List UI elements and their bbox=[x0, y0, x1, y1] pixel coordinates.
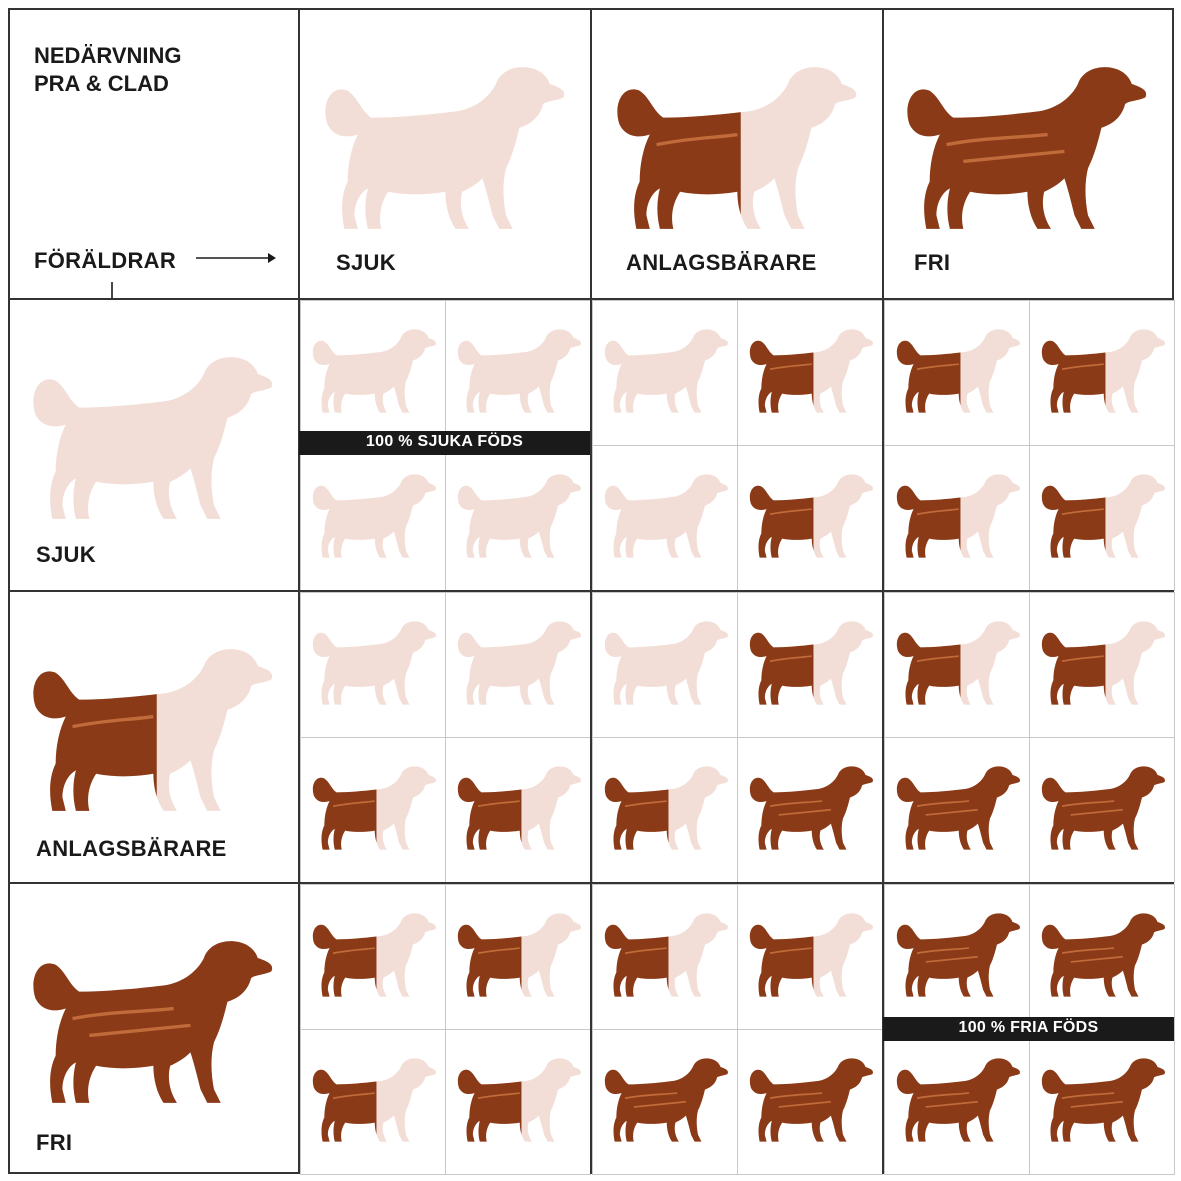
column-header-label: FRI bbox=[914, 250, 951, 275]
dog-free-icon bbox=[891, 1052, 1023, 1153]
dog-carrier-icon bbox=[891, 615, 1023, 716]
title-line-1: NEDÄRVNING bbox=[34, 43, 182, 68]
offspring-puppy bbox=[592, 884, 738, 1030]
offspring-puppy bbox=[300, 592, 446, 738]
dog-carrier-icon bbox=[599, 760, 731, 861]
dog-free-icon bbox=[891, 907, 1023, 1008]
offspring-puppy bbox=[1029, 737, 1175, 883]
offspring-puppy bbox=[884, 737, 1030, 883]
offspring-puppy bbox=[884, 300, 1030, 446]
dog-carrier-icon bbox=[744, 323, 876, 424]
dog-sick-icon bbox=[452, 468, 584, 569]
dog-carrier-icon bbox=[452, 907, 584, 1008]
offspring-puppy bbox=[1029, 1029, 1175, 1175]
dog-free-icon bbox=[1036, 907, 1168, 1008]
offspring-puppy bbox=[1029, 300, 1175, 446]
offspring-puppy bbox=[445, 592, 591, 738]
dog-free-icon bbox=[1036, 1052, 1168, 1153]
dog-sick-icon bbox=[307, 323, 439, 424]
dog-sick-icon bbox=[307, 468, 439, 569]
offspring-puppy bbox=[1029, 884, 1175, 1030]
offspring-puppy bbox=[884, 884, 1030, 1030]
arrow-right-icon bbox=[196, 250, 278, 266]
dog-free-icon bbox=[1036, 760, 1168, 861]
dog-free-icon bbox=[891, 760, 1023, 861]
offspring-puppy bbox=[884, 445, 1030, 591]
row-header-label: FRI bbox=[36, 1130, 73, 1155]
dog-free-icon bbox=[896, 58, 1152, 243]
offspring-puppy bbox=[737, 592, 883, 738]
dog-carrier-icon bbox=[1036, 468, 1168, 569]
dog-carrier-icon bbox=[744, 615, 876, 716]
dog-sick-icon bbox=[599, 615, 731, 716]
dog-free-icon bbox=[744, 760, 876, 861]
offspring-puppy bbox=[445, 300, 591, 446]
offspring-puppy bbox=[737, 737, 883, 883]
dog-carrier-icon bbox=[744, 907, 876, 1008]
dog-carrier-icon bbox=[307, 1052, 439, 1153]
column-header-free bbox=[882, 8, 1174, 300]
dog-sick-icon bbox=[22, 348, 278, 533]
offspring-puppy bbox=[737, 1029, 883, 1175]
dog-carrier-icon bbox=[599, 907, 731, 1008]
dog-carrier-icon bbox=[307, 760, 439, 861]
dog-carrier-icon bbox=[606, 58, 862, 243]
offspring-puppy bbox=[445, 445, 591, 591]
banner-sick-x-sick: 100 % SJUKA FÖDS bbox=[299, 431, 590, 455]
row-header-sick bbox=[8, 298, 300, 592]
dog-carrier-icon bbox=[307, 907, 439, 1008]
offspring-puppy bbox=[592, 592, 738, 738]
offspring-puppy bbox=[300, 884, 446, 1030]
offspring-puppy bbox=[592, 445, 738, 591]
dog-sick-icon bbox=[307, 615, 439, 716]
offspring-puppy bbox=[300, 737, 446, 883]
diagram-title bbox=[34, 42, 182, 98]
offspring-puppy bbox=[884, 592, 1030, 738]
column-header-carrier bbox=[590, 8, 884, 300]
offspring-puppy bbox=[884, 1029, 1030, 1175]
dog-sick-icon bbox=[314, 58, 570, 243]
dog-sick-icon bbox=[599, 468, 731, 569]
row-header-free bbox=[8, 882, 300, 1174]
banner-free-x-free: 100 % FRIA FÖDS bbox=[883, 1017, 1174, 1041]
offspring-puppy bbox=[300, 1029, 446, 1175]
parents-label: FÖRÄLDRAR bbox=[34, 248, 177, 273]
dog-carrier-icon bbox=[452, 760, 584, 861]
dog-carrier-icon bbox=[891, 323, 1023, 424]
row-header-carrier bbox=[8, 590, 300, 884]
offspring-puppy bbox=[445, 737, 591, 883]
offspring-puppy bbox=[737, 884, 883, 1030]
dog-carrier-icon bbox=[22, 640, 278, 825]
column-header-sick bbox=[298, 8, 592, 300]
offspring-puppy bbox=[300, 300, 446, 446]
dog-free-icon bbox=[744, 1052, 876, 1153]
dog-sick-icon bbox=[452, 323, 584, 424]
dog-carrier-icon bbox=[744, 468, 876, 569]
dog-carrier-icon bbox=[1036, 323, 1168, 424]
offspring-puppy bbox=[592, 300, 738, 446]
dog-free-icon bbox=[22, 932, 278, 1117]
offspring-puppy bbox=[300, 445, 446, 591]
dog-carrier-icon bbox=[891, 468, 1023, 569]
offspring-puppy bbox=[592, 1029, 738, 1175]
offspring-puppy bbox=[445, 884, 591, 1030]
column-header-label: ANLAGSBÄRARE bbox=[626, 250, 817, 275]
dog-sick-icon bbox=[452, 615, 584, 716]
column-header-label: SJUK bbox=[336, 250, 396, 275]
title-line-2: PRA & CLAD bbox=[34, 71, 169, 96]
offspring-puppy bbox=[1029, 445, 1175, 591]
dog-carrier-icon bbox=[452, 1052, 584, 1153]
offspring-puppy bbox=[737, 445, 883, 591]
offspring-puppy bbox=[445, 1029, 591, 1175]
offspring-puppy bbox=[592, 737, 738, 883]
dog-sick-icon bbox=[599, 323, 731, 424]
offspring-puppy bbox=[737, 300, 883, 446]
offspring-puppy bbox=[1029, 592, 1175, 738]
dog-carrier-icon bbox=[1036, 615, 1168, 716]
dog-free-icon bbox=[599, 1052, 731, 1153]
row-header-label: SJUK bbox=[36, 542, 96, 567]
row-header-label: ANLAGSBÄRARE bbox=[36, 836, 227, 861]
